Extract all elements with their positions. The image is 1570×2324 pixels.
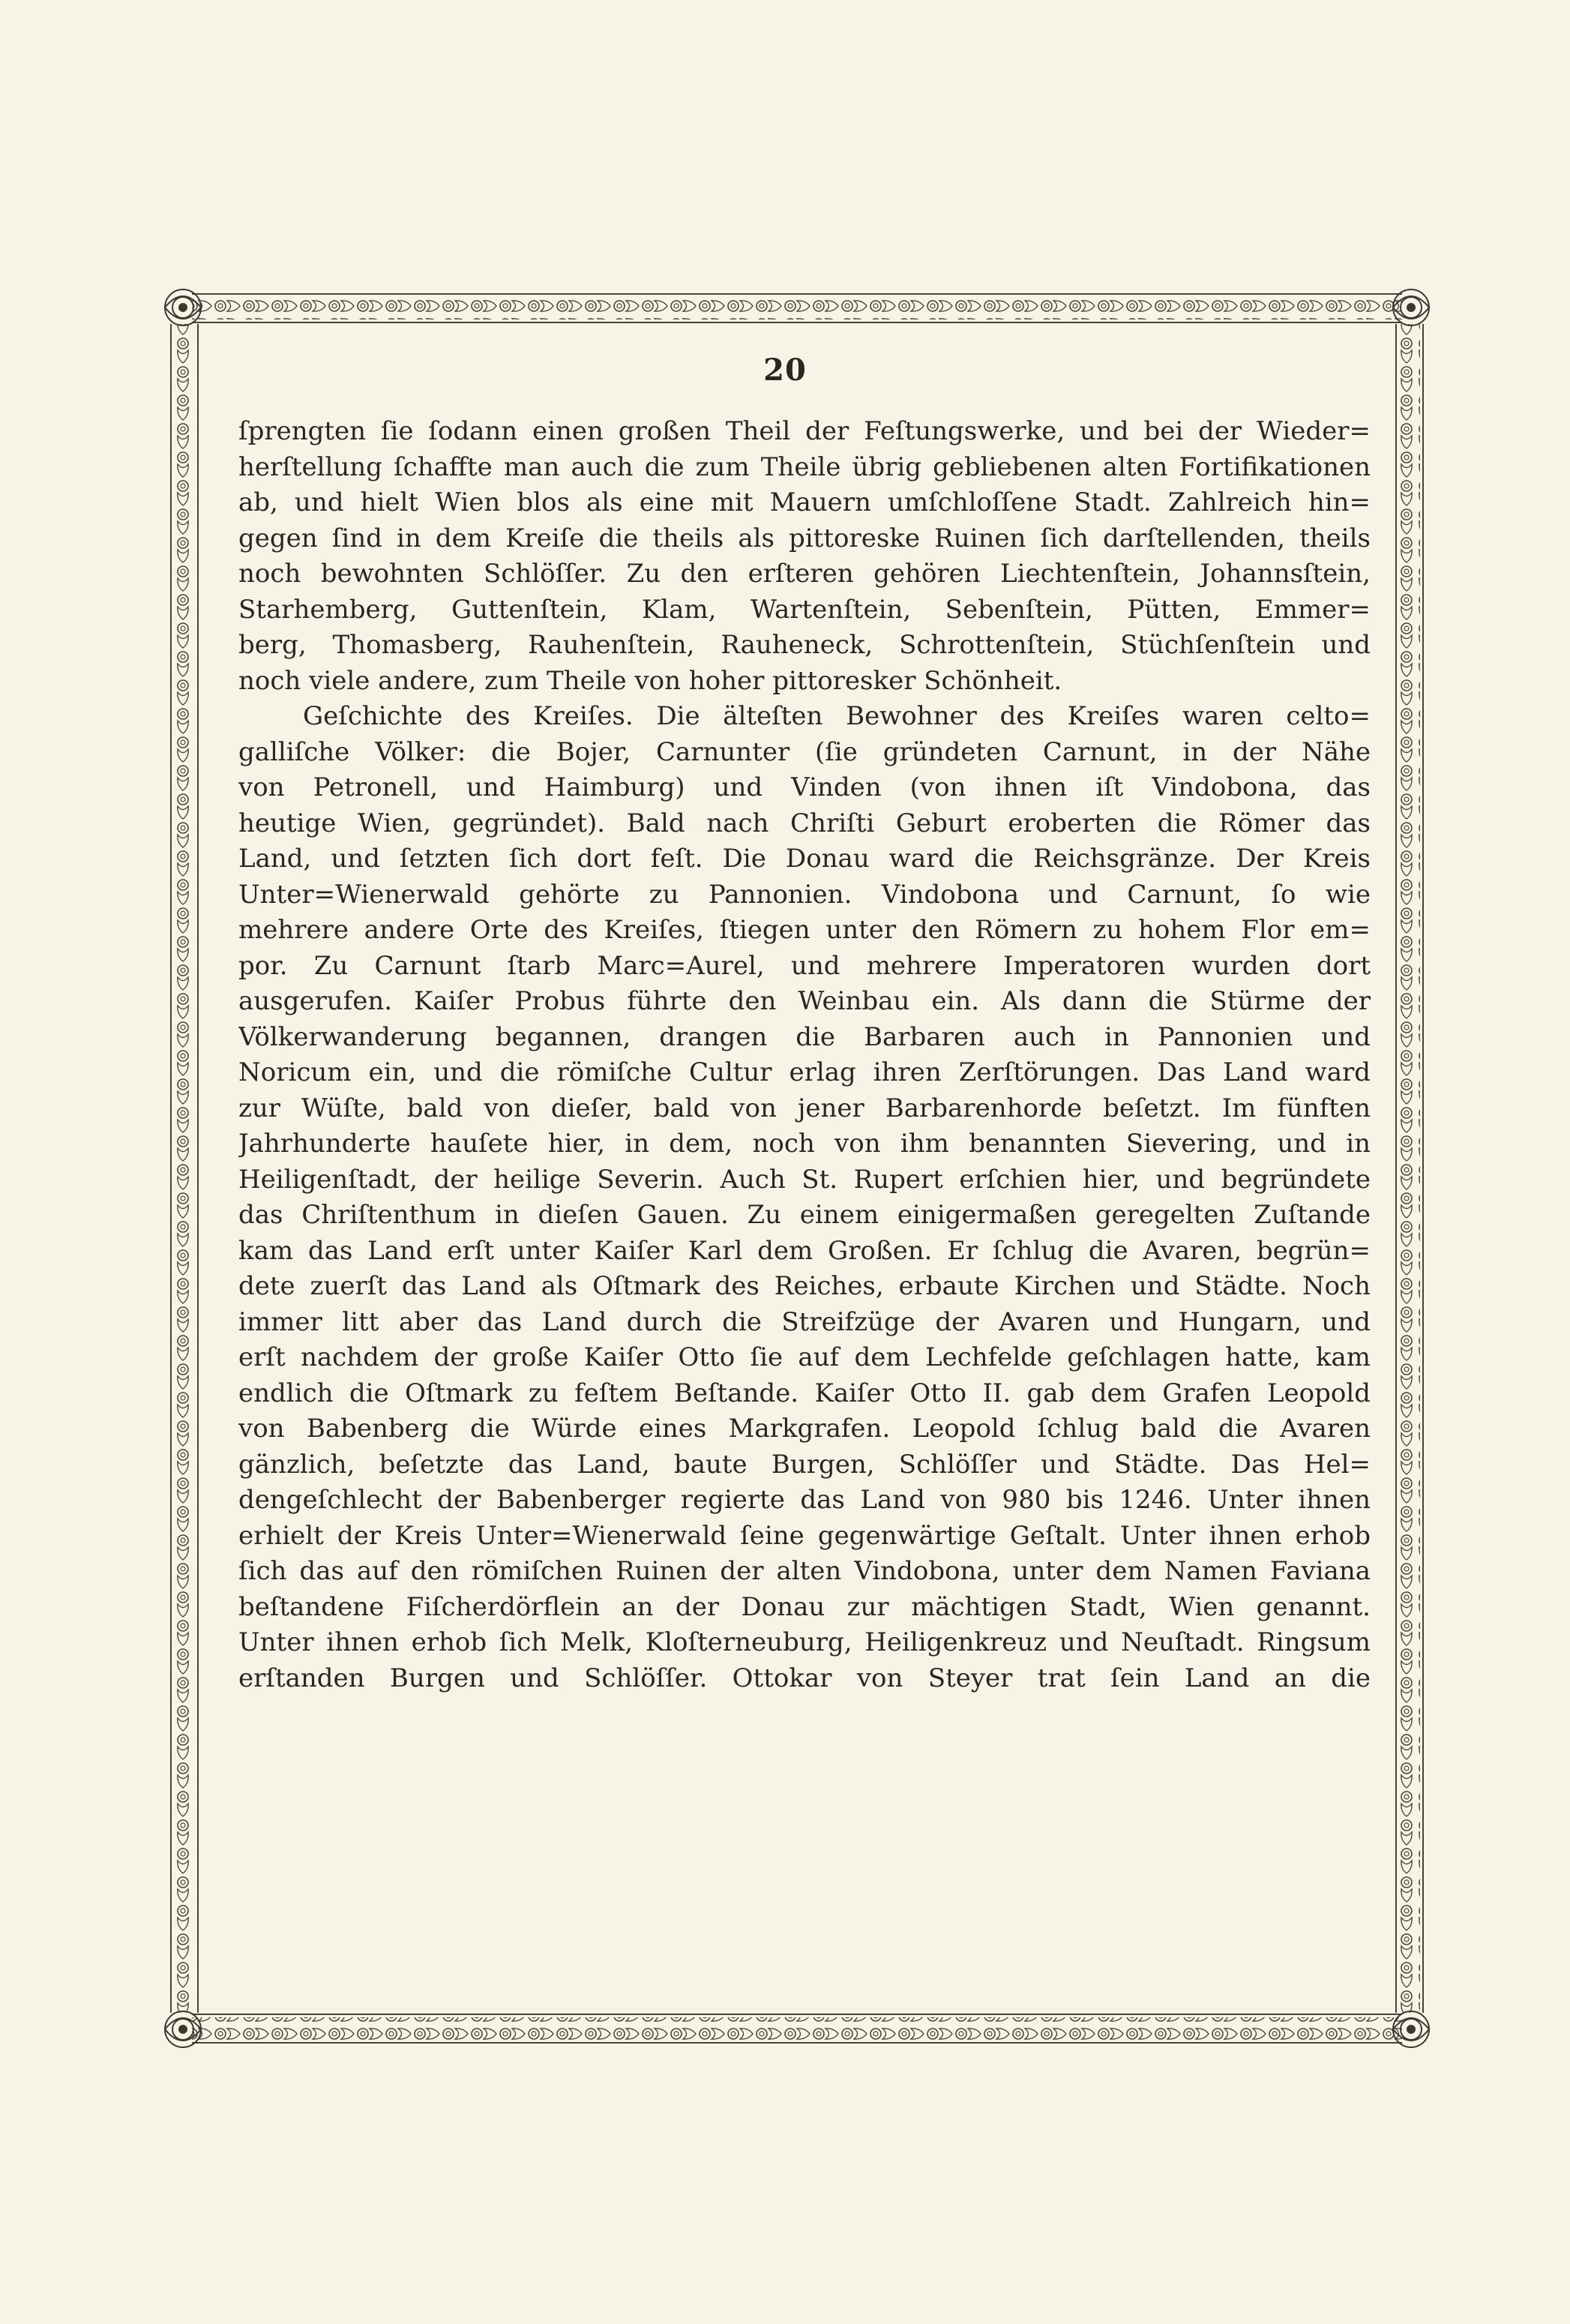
text-line: Unter=Wienerwald gehörte zu Pannonien. Vindobona und Carnunt, ſo wie	[238, 879, 1371, 910]
text-line: ſich das auf den römiſchen Ruinen der alten Vindobona, unter dem Namen Faviana	[238, 1556, 1371, 1586]
text-line: ab, und hielt Wien blos als eine mit Mauern umſchloſſene Stadt. Zahlreich hin=	[238, 487, 1371, 517]
text-line: ſprengten ſie ſodann einen großen Theil der Feſtungswerke, und bei der Wieder=	[238, 416, 1371, 446]
text-line: Unter ihnen erhob ſich Melk, Kloſterneuburg, Heiligenkreuz und Neuſtadt. Ringsum	[238, 1627, 1371, 1657]
text-line: von Petronell, und Haimburg) und Vinden (von ihnen iſt Vindobona, das	[238, 772, 1371, 802]
text-line: dengeſchlecht der Babenberger regierte das Land von 980 bis 1246. Unter ihnen	[238, 1485, 1371, 1515]
text-line: ausgerufen. Kaiſer Probus führte den Weinbau ein. Als dann die Stürme der	[238, 986, 1371, 1016]
text-line: gänzlich, beſetzte das Land, baute Burgen, Schlöſſer und Städte. Das Hel=	[238, 1449, 1371, 1480]
text-line: Völkerwanderung begannen, drangen die Barbaren auch in Pannonien und	[238, 1021, 1371, 1052]
text-line: Heiligenſtadt, der heilige Severin. Auch St. Rupert erſchien hier, und begründete	[238, 1164, 1371, 1195]
text-line: herſtellung ſchaffte man auch die zum Theile übrig gebliebenen alten Fortifikationen	[238, 451, 1371, 482]
text-line: beſtandene Fiſcherdörflein an der Donau zur mächtigen Stadt, Wien genannt.	[238, 1591, 1371, 1622]
body-text	[238, 414, 1371, 1996]
text-line: noch viele andere, zum Theile von hoher pittoresker Schönheit.	[238, 665, 1062, 696]
text-line: galliſche Völker: die Bojer, Carnunter (ſie gründeten Carnunt, in der Nähe	[238, 736, 1371, 767]
text-line: noch bewohnten Schlöſſer. Zu den erſteren gehören Liechtenſtein, Johannsſtein,	[238, 559, 1371, 589]
text-line: immer litt aber das Land durch die Streifzüge der Avaren und Hungarn, und	[238, 1306, 1371, 1337]
text-line: dete zuerſt das Land als Oſtmark des Reiches, erbaute Kirchen und Städte. Noch	[238, 1271, 1371, 1301]
text-line: Land, und ſetzten ſich dort feſt. Die Donau ward die Reichsgränze. Der Kreis	[238, 844, 1371, 874]
text-line: erhielt der Kreis Unter=Wienerwald ſeine gegenwärtige Geſtalt. Unter ihnen erhob	[238, 1520, 1371, 1551]
text-line: mehrere andere Orte des Kreiſes, ſtiegen unter den Römern zu hohem Flor em=	[238, 915, 1371, 945]
text-line: Starhemberg, Guttenſtein, Klam, Wartenſtein, Sebenſtein, Pütten, Emmer=	[238, 594, 1371, 625]
page-number: 20	[763, 352, 807, 388]
text-line: endlich die Oſtmark zu feſtem Beſtande. Kaiſer Otto II. gab dem Grafen Leopold	[238, 1378, 1371, 1408]
text-line: erſt nachdem der große Kaiſer Otto ſie auf dem Lechfelde geſchlagen hatte, kam	[238, 1342, 1371, 1372]
text-line: erſtanden Burgen und Schlöſſer. Ottokar von Steyer trat ſein Land an die	[238, 1663, 1371, 1693]
text-line: gegen ſind in dem Kreiſe die theils als pittoreske Ruinen ſich darſtellenden, theils	[238, 523, 1371, 553]
text-line: Jahrhunderte hauſete hier, in dem, noch von ihm benannten Sievering, und in	[238, 1129, 1371, 1159]
text-line: das Chriſtenthum in dieſen Gauen. Zu einem einigermaßen geregelten Zuſtande	[238, 1200, 1371, 1230]
text-line: por. Zu Carnunt ſtarb Marc=Aurel, und mehrere Imperatoren wurden dort	[238, 950, 1371, 981]
text-line: heutige Wien, gegründet). Bald nach Chriſti Geburt eroberten die Römer das	[238, 808, 1371, 838]
text-line: zur Wüſte, bald von dieſer, bald von jener Barbarenhorde beſetzt. Im fünften	[238, 1093, 1371, 1123]
section-heading-line: Geſchichte des Kreiſes. Die älteſten Bewohner des Kreiſes waren celto=	[303, 701, 1371, 731]
text-line: Noricum ein, und die römiſche Cultur erlag ihren Zerſtörungen. Das Land ward	[238, 1057, 1371, 1087]
border-top-band	[192, 297, 1402, 319]
border-bottom-band	[192, 2017, 1402, 2040]
text-line: berg, Thomasberg, Rauhenſtein, Rauheneck, Schrottenſtein, Stüchſenſtein und	[238, 630, 1371, 660]
border-right-band	[1399, 324, 1420, 2013]
text-line: von Babenberg die Würde eines Markgrafen. Leopold ſchlug bald die Avaren	[238, 1414, 1371, 1444]
border-left-band	[174, 324, 195, 2013]
text-line: kam das Land erſt unter Kaiſer Karl dem Großen. Er ſchlug die Avaren, begrün=	[238, 1235, 1371, 1266]
